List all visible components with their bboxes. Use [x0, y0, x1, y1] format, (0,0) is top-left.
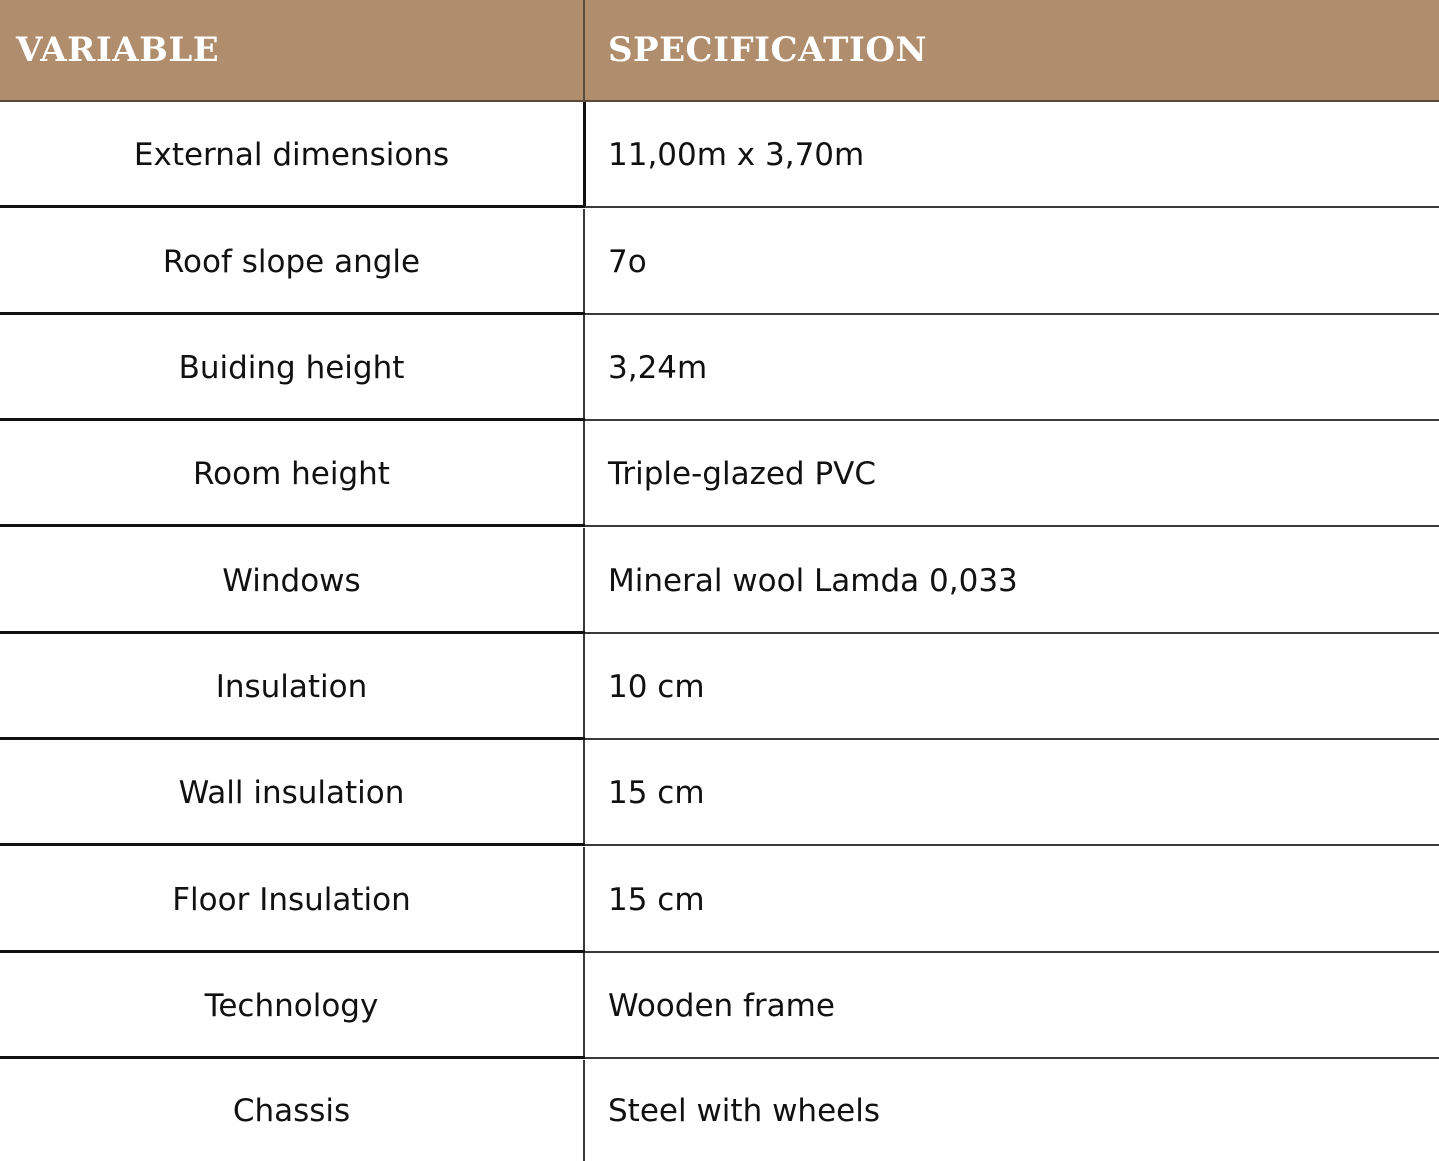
table-header-row [0, 0, 1439, 102]
variable-cell: Roof slope angle [162, 244, 421, 280]
header-column-divider [583, 0, 585, 102]
column-divider [583, 953, 585, 1059]
row-divider [0, 524, 585, 527]
variable-column-header: VARIABLE [16, 30, 220, 70]
table-row [0, 421, 1439, 527]
column-divider [583, 102, 586, 208]
variable-cell: Chassis [232, 1092, 351, 1129]
row-divider [585, 525, 1439, 527]
table-row [0, 740, 1439, 846]
table-row [0, 953, 1439, 1059]
specification-cell: 11,00m x 3,70m [608, 137, 865, 173]
table-row [0, 1060, 1439, 1161]
column-divider [583, 528, 585, 634]
column-divider [583, 634, 585, 740]
specification-column-header: SPECIFICATION [608, 30, 928, 70]
specification-cell: Steel with wheels [608, 1092, 880, 1129]
table-row [0, 315, 1439, 421]
variable-cell: Buiding height [178, 350, 405, 386]
specification-cell: 10 cm [608, 669, 705, 705]
column-divider [583, 847, 585, 953]
table-row [0, 634, 1439, 740]
specification-cell: Mineral wool Lamda 0,033 [608, 563, 1018, 599]
specification-cell: 15 cm [608, 882, 705, 918]
column-divider [583, 740, 585, 846]
variable-cell: Floor Insulation [172, 882, 411, 918]
table-row [0, 102, 1439, 208]
row-divider [585, 1057, 1439, 1059]
column-divider [583, 209, 585, 315]
variable-cell: Insulation [215, 669, 368, 705]
row-divider [585, 844, 1439, 846]
specification-cell: 3,24m [608, 350, 708, 386]
specification-cell: Triple-glazed PVC [608, 456, 876, 492]
specification-text: 7o [608, 244, 647, 280]
column-divider [583, 315, 585, 421]
variable-cell: Room height [193, 456, 390, 492]
specification-cell: 15 cm [608, 775, 705, 811]
column-divider [583, 421, 585, 527]
variable-cell: Wall insulation [178, 775, 405, 811]
table-row [0, 528, 1439, 634]
variable-cell: Windows [222, 563, 361, 599]
specification-cell [608, 209, 1428, 315]
variable-cell: Technology [204, 988, 379, 1024]
table-row [0, 847, 1439, 953]
row-divider [585, 206, 1439, 208]
row-divider [0, 843, 585, 846]
row-divider [0, 205, 585, 208]
table-row [0, 209, 1439, 315]
specification-cell: Wooden frame [608, 988, 835, 1024]
row-divider [0, 1056, 585, 1059]
column-divider [583, 1060, 585, 1161]
variable-cell: External dimensions [133, 137, 450, 173]
